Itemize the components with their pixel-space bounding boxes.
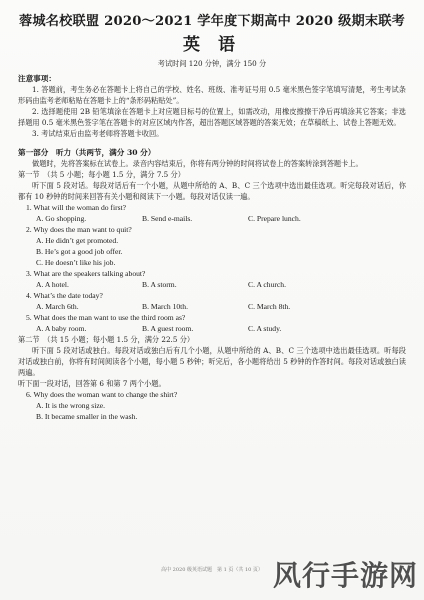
subject-title: 英 语 xyxy=(183,35,241,55)
answer-options xyxy=(18,323,406,334)
answer-option: C. A study. xyxy=(248,324,282,333)
answer-option: C. March 8th. xyxy=(248,302,291,311)
answer-option: C. Prepare lunch. xyxy=(248,214,301,223)
question-text: 3. What are the speakers talking about? xyxy=(26,269,146,278)
answer-options xyxy=(18,301,406,312)
answer-option: A. Go shopping. xyxy=(36,214,87,223)
answer-options xyxy=(18,213,406,224)
section2-instructions: 听下面 5 段对话或独白。每段对话或独白后有几个小题，从题中所给的 A、B、C 三个选项中选出最佳选项。听每段对话或独白前，你将有时间阅读各个小题，每小题 5 秒钟；听完后，各小题将给出 5 秒钟的作答时间。每段对话或独白读两遍。 xyxy=(18,346,406,377)
answer-option: B. March 10th. xyxy=(142,302,188,311)
answer-options xyxy=(18,279,406,290)
section1-instructions: 听下面 5 段对话。每段对话后有一个小题，从题中所给的 A、B、C 三个选项中选出最佳选项。听完每段对话后，你都有 10 秒钟的时间来回答有关小题和阅读下一小题。每段对话仅读一遍。 xyxy=(18,181,406,201)
page-content xyxy=(18,10,406,422)
part1-heading: 第一部分 听力（共两节，满分 30 分） xyxy=(18,148,156,157)
answer-option: A. A hotel. xyxy=(36,280,69,289)
answer-option: A. He didn’t get promoted. xyxy=(36,236,119,245)
answer-option: B. Send e-mails. xyxy=(142,214,193,223)
answer-option: C. A church. xyxy=(248,280,286,289)
question-text: 6. Why does the woman want to change the shirt? xyxy=(26,390,178,399)
site-watermark: 风行手游网 xyxy=(272,559,418,592)
note-item: 3. 考试结束后由监考老师将答题卡收回。 xyxy=(32,129,164,138)
section1-heading: 第一节 （共 5 小题；每小题 1.5 分，满分 7.5 分） xyxy=(18,170,185,179)
section2-heading: 第二节 （共 15 小题；每小题 1.5 分，满分 22.5 分） xyxy=(18,335,195,344)
question-text: 2. Why does the man want to quit? xyxy=(26,225,132,234)
note-item: 2. 选择题使用 2B 铅笔填涂在答题卡上对应题目标号的位置上，如需改动，用橡皮擦擦干净后再填涂其它答案；非选择题用 0.5 毫米黑色签字笔在答题卡的对应区域内作答，超出答题区域答题的答案无效；在草稿纸上、试卷上答题无效。 xyxy=(18,107,406,127)
exam-time-info: 考试时间 120 分钟，满分 150 分 xyxy=(157,59,267,68)
section2-sub-intro: 听下面一段对话，回答第 6 和第 7 两个小题。 xyxy=(18,379,166,388)
notes-heading: 注意事项： xyxy=(18,74,56,83)
question-text: 5. What does the man want to use the third room as? xyxy=(26,313,186,322)
question-text: 1. What will the woman do first? xyxy=(26,203,127,212)
part1-intro: 做题时，先将答案标在试卷上。录音内容结束后，你将有两分钟的时间将试卷上的答案转涂到答题卡上。 xyxy=(32,159,363,168)
answer-option: B. A storm. xyxy=(142,280,177,289)
answer-option: A. It is the wrong size. xyxy=(36,401,105,410)
answer-option: C. He doesn’t like his job. xyxy=(36,258,116,267)
note-item: 1. 答题前，考生务必在答题卡上将自己的学校、姓名、班级、准考证号用 0.5 毫米黑色签字笔填写清楚，考生考试条形码由监考老师粘贴在答题卡上的“条形码粘贴处”。 xyxy=(18,85,406,105)
answer-option: B. He’s got a good job offer. xyxy=(36,247,123,256)
answer-option: B. A guest room. xyxy=(142,324,194,333)
page-footer: 高中 2020 级英语试题 第 1 页（共 10 页） xyxy=(161,567,263,573)
exam-title: 蓉城名校联盟 2020～2021 学年度下期高中 2020 级期末联考 xyxy=(18,14,406,29)
answer-option: A. March 6th. xyxy=(36,302,79,311)
answer-option: B. It became smaller in the wash. xyxy=(36,412,138,421)
answer-option: A. A baby room. xyxy=(36,324,87,333)
question-text: 4. What’s the date today? xyxy=(26,291,103,300)
